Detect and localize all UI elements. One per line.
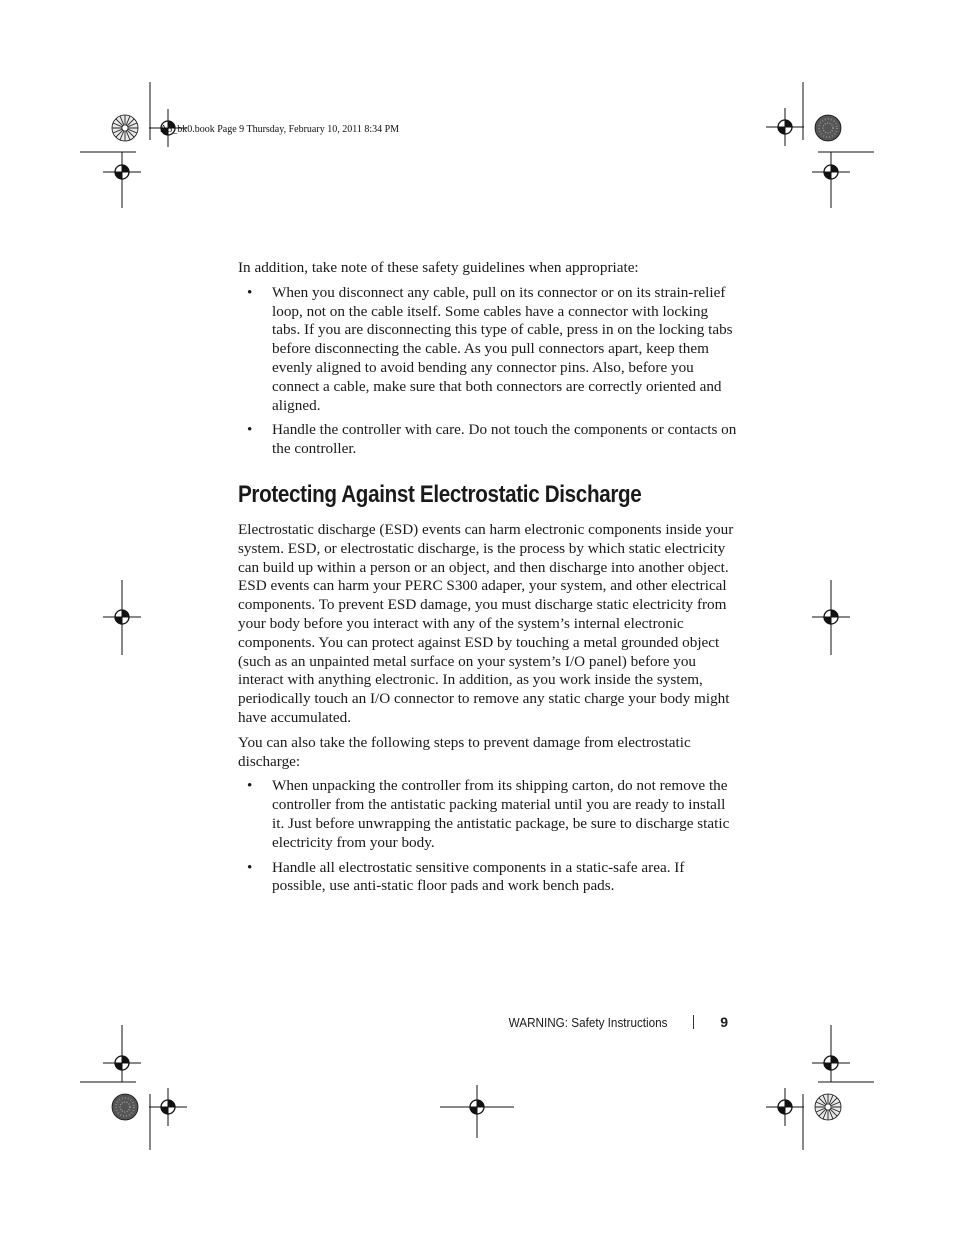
bullet-glyph: •	[247, 858, 253, 876]
registration-mark-icon	[812, 598, 850, 636]
safety-guidelines-list	[238, 284, 738, 459]
print-slug: A5_bk0.book Page 9 Thursday, February 10, 2011 8:34 PM	[160, 124, 400, 135]
bullet-glyph: •	[247, 283, 253, 301]
bullet-glyph: •	[247, 421, 253, 439]
esd-steps-intro: You can also take the following steps to prevent damage from electrostatic discharge:	[238, 733, 691, 770]
intro-paragraph: In addition, take note of these safety guidelines when appropriate:	[238, 259, 639, 276]
color-wheel-icon	[112, 1094, 138, 1120]
list-item	[238, 284, 738, 416]
color-wheel-icon	[112, 115, 138, 141]
page-body	[238, 259, 738, 902]
registration-mark-icon	[812, 153, 850, 191]
section-heading: Protecting Against Electrostatic Discharge	[238, 480, 642, 508]
registration-mark-icon	[812, 1044, 850, 1082]
list-item-text: When unpacking the controller from its shipping carton, do not remove the controller from the antistatic packing material until you are ready to install it. Just before unwrapping the antistatic package, be sure to discharge static electricity from your body.	[272, 777, 730, 851]
registration-mark-icon	[766, 1088, 804, 1126]
registration-mark-icon	[149, 1088, 187, 1126]
list-item-text: Handle all electrostatic sensitive components in a static-safe area. If possible, use anti-static floor pads and work bench pads.	[272, 858, 685, 895]
list-item	[238, 421, 738, 459]
bullet-glyph: •	[247, 777, 253, 795]
footer-title: WARNING: Safety Instructions	[508, 1014, 668, 1030]
registration-mark-icon	[103, 1044, 141, 1082]
registration-mark-icon	[766, 108, 804, 146]
page-footer	[491, 1014, 728, 1030]
list-item	[238, 859, 738, 897]
list-item-text: Handle the controller with care. Do not touch the components or contacts on the controller.	[272, 421, 737, 458]
page-number: 9	[720, 1014, 728, 1030]
registration-mark-icon	[103, 598, 141, 636]
color-wheel-icon	[815, 1094, 841, 1120]
registration-mark-icon	[103, 153, 141, 191]
esd-paragraph: Electrostatic discharge (ESD) events can harm electronic components inside your system. ESD, or electrostatic discharge, is the process by which static electricity can build up within a person or an object, and then discharge into another object. ESD events can harm your PERC S300 adaper, your system, and other electrical components. To prevent ESD damage, you must discharge static electricity from your body before you interact with any of the system’s internal electronic components. You can protect against ESD by touching a metal grounded object (such as an unpainted metal surface on your system’s I/O panel) before you interact with anything electronic. In addition, as you work inside the system, periodically touch an I/O connector to remove any static charge your body might have accumulated.	[238, 520, 734, 726]
esd-steps-list	[238, 777, 738, 896]
footer-divider	[693, 1015, 694, 1029]
list-item-text: When you disconnect any cable, pull on its connector or on its strain-relief loop, not on the cable itself. Some cables have a connector with locking tabs. If you are disconnecting this type of cable, press in on the locking tabs before disconnecting the cable. As you pull connectors apart, keep them evenly aligned to avoid bending any connector pins. Also, before you connect a cable, make sure that both connectors are correctly oriented and aligned.	[272, 283, 733, 414]
list-item	[238, 777, 738, 852]
color-wheel-icon	[815, 115, 841, 141]
